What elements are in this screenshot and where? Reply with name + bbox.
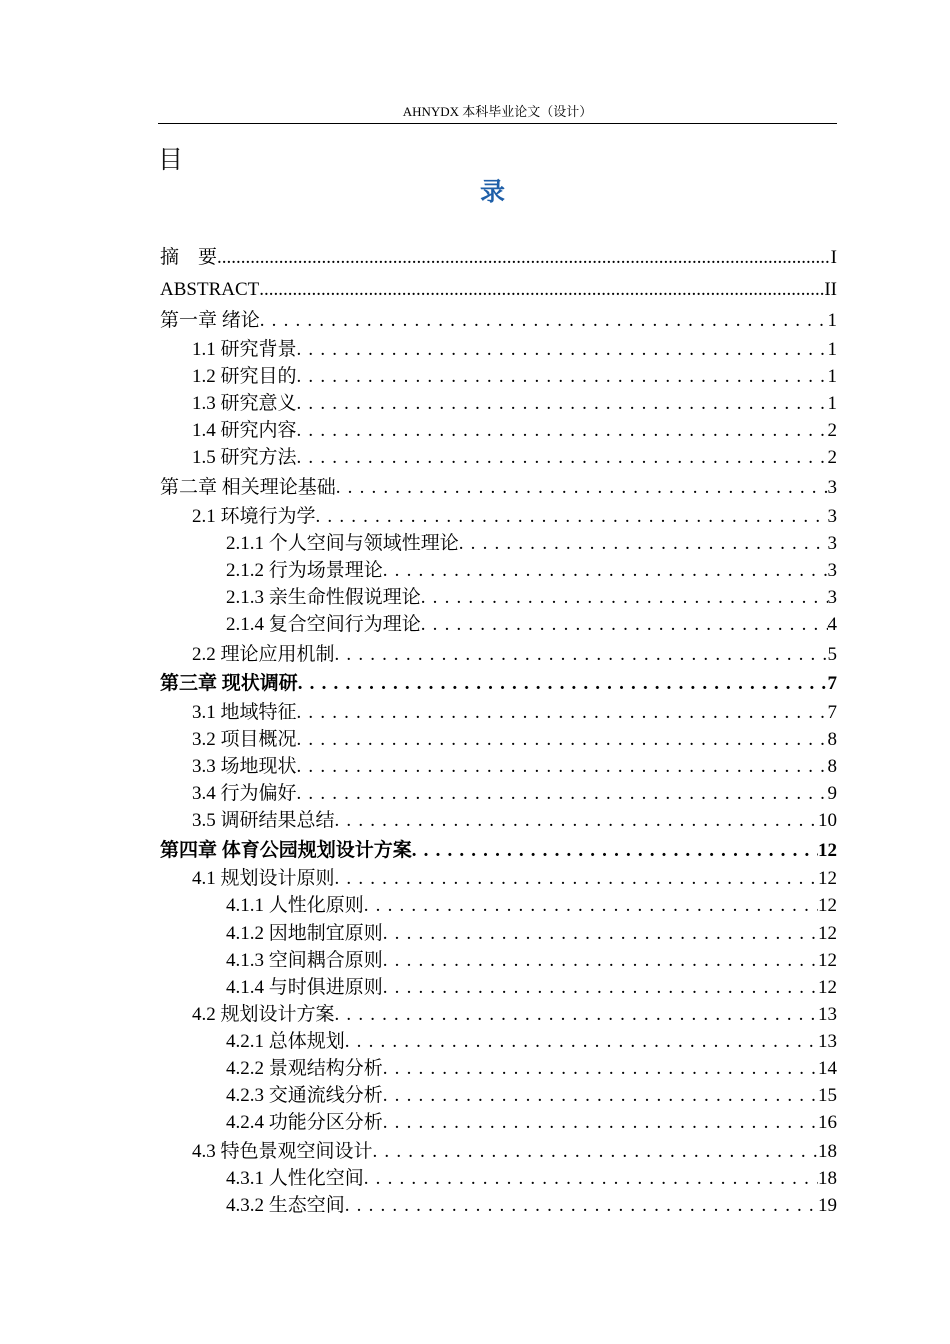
toc-entry-label: 2.1.1 个人空间与领域性理论	[226, 533, 459, 554]
toc-entry-page: 12	[818, 977, 837, 998]
toc-entry[interactable]	[160, 444, 837, 470]
toc-entry-page: 13	[818, 1004, 837, 1025]
toc-entry-page: 1	[827, 366, 837, 387]
toc-entry-label: 4.1.4 与时俱进原则	[226, 977, 383, 998]
toc-entry-page: 7	[827, 673, 837, 694]
toc-entry-label: 2.1.3 亲生命性假说理论	[226, 587, 421, 608]
toc-entry[interactable]	[160, 807, 837, 833]
toc-entry-page: 1	[827, 310, 837, 331]
toc-entry-label: 4.2.4 功能分区分析	[226, 1112, 383, 1133]
toc-entry[interactable]	[160, 641, 837, 667]
toc-entry[interactable]	[160, 244, 837, 270]
toc-entry[interactable]	[160, 699, 837, 725]
toc-leader-dots	[335, 643, 828, 667]
toc-entry-label: 4.2.3 交通流线分析	[226, 1085, 383, 1106]
toc-entry-page: 2	[827, 420, 837, 441]
toc-entry-label: 4.1 规划设计原则	[192, 868, 335, 889]
toc-entry-page: 12	[818, 923, 837, 944]
toc-entry[interactable]	[160, 1138, 837, 1164]
toc-leader-dots	[421, 613, 828, 637]
toc-leader-dots	[298, 672, 828, 696]
toc-leader-dots	[297, 392, 828, 416]
toc-leader-dots	[383, 1057, 818, 1081]
toc-leader-dots	[383, 559, 828, 583]
toc-entry-page: 14	[818, 1058, 837, 1079]
toc-entry-label: 4.3.1 人性化空间	[226, 1168, 364, 1189]
toc-leader-dots	[297, 701, 828, 725]
toc-entry-page: 9	[827, 783, 837, 804]
toc-entry[interactable]	[160, 865, 837, 891]
toc-entry-label: 2.1.2 行为场景理论	[226, 560, 383, 581]
toc-entry[interactable]	[160, 530, 837, 556]
toc-entry-label: 第一章 绪论	[160, 310, 260, 331]
toc-entry[interactable]	[160, 726, 837, 752]
toc-entry-page: 12	[818, 895, 837, 916]
toc-leader-dots	[383, 949, 818, 973]
header-rule	[158, 123, 837, 124]
toc-entry-label: 第三章 现状调研	[160, 673, 298, 694]
toc-leader-dots	[316, 505, 828, 529]
toc-entry-page: 1	[827, 339, 837, 360]
toc-leader-dots	[373, 1140, 818, 1164]
toc-leader-dots	[297, 728, 828, 752]
toc-leader-dots	[383, 1111, 818, 1135]
toc-entry[interactable]	[160, 1055, 837, 1081]
toc-entry-label: 4.3 特色景观空间设计	[192, 1141, 373, 1162]
toc-leader-dots	[297, 446, 828, 470]
toc-entry-page: 3	[827, 533, 837, 554]
toc-leader-dots	[459, 532, 828, 556]
toc-entry-page: 3	[827, 506, 837, 527]
toc-entry-label: 1.1 研究背景	[192, 339, 297, 360]
toc-entry[interactable]	[160, 753, 837, 779]
toc-leader-dots	[383, 976, 818, 1000]
toc-entry-page: 13	[818, 1031, 837, 1052]
toc-title-char-2: 录	[480, 177, 506, 206]
toc-entry-label: ABSTRACT	[160, 279, 260, 300]
toc-leader-dots	[297, 782, 828, 806]
toc-entry[interactable]	[160, 503, 837, 529]
toc-entry-page: 1	[827, 393, 837, 414]
toc-entry-page: 3	[827, 560, 837, 581]
toc-entry[interactable]	[160, 1001, 837, 1027]
toc-entry[interactable]	[160, 920, 837, 946]
toc-leader-dots	[345, 1194, 818, 1218]
toc-entry-label: 4.1.1 人性化原则	[226, 895, 364, 916]
toc-entry-label: 1.3 研究意义	[192, 393, 297, 414]
toc-entry-label: 4.1.2 因地制宜原则	[226, 923, 383, 944]
toc-entry[interactable]	[160, 1082, 837, 1108]
toc-entry[interactable]	[160, 1192, 837, 1218]
toc-leader-dots	[364, 894, 818, 918]
toc-leader-dots	[335, 809, 818, 833]
toc-entry[interactable]	[160, 557, 837, 583]
toc-entry-page: 12	[818, 950, 837, 971]
toc-leader-dots	[383, 1084, 818, 1108]
toc-entry-label: 3.5 调研结果总结	[192, 810, 335, 831]
toc-leader-dots	[364, 1167, 818, 1191]
toc-entry-page: 7	[827, 702, 837, 723]
toc-entry-page: II	[824, 279, 837, 300]
toc-entry-page: 3	[827, 587, 837, 608]
toc-entry-label: 3.1 地域特征	[192, 702, 297, 723]
toc-entry[interactable]	[160, 417, 837, 443]
toc-leader-dots	[383, 922, 818, 946]
toc-entry-label: 摘 要	[160, 247, 218, 268]
toc-entry-label: 1.2 研究目的	[192, 366, 297, 387]
toc-entry[interactable]	[160, 1165, 837, 1191]
toc-entry[interactable]	[160, 363, 837, 389]
toc-entry-label: 3.4 行为偏好	[192, 783, 297, 804]
toc-entry-label: 4.2.1 总体规划	[226, 1031, 345, 1052]
toc-entry-page: 12	[818, 840, 837, 861]
toc-entry[interactable]	[160, 390, 837, 416]
toc-entry-label: 第四章 体育公园规划设计方案	[160, 840, 412, 861]
toc-entry[interactable]	[160, 474, 837, 500]
toc-entry-page: 4	[827, 614, 837, 635]
toc-entry-page: 16	[818, 1112, 837, 1133]
toc-entry-label: 第二章 相关理论基础	[160, 477, 336, 498]
toc-entry[interactable]	[160, 780, 837, 806]
toc-entry-label: 1.5 研究方法	[192, 447, 297, 468]
toc-title-char-1: 目	[158, 145, 184, 174]
toc-leader-dots	[259, 278, 824, 302]
toc-entry-label: 4.3.2 生态空间	[226, 1195, 345, 1216]
toc-entry[interactable]	[160, 670, 837, 696]
toc-entry-label: 4.1.3 空间耦合原则	[226, 950, 383, 971]
toc-leader-dots	[297, 338, 828, 362]
toc-entry-label: 4.2.2 景观结构分析	[226, 1058, 383, 1079]
toc-entry[interactable]	[160, 584, 837, 610]
toc-entry[interactable]	[160, 611, 837, 637]
toc-leader-dots	[335, 867, 818, 891]
toc-entry-page: 10	[818, 810, 837, 831]
toc-entry-page: I	[830, 247, 837, 268]
toc-entry-page: 15	[818, 1085, 837, 1106]
toc-entry-page: 8	[827, 756, 837, 777]
toc-entry-page: 18	[818, 1141, 837, 1162]
toc-entry-page: 12	[818, 868, 837, 889]
toc-leader-dots	[217, 246, 831, 270]
toc-entry-page: 3	[827, 477, 837, 498]
toc-leader-dots	[297, 755, 828, 779]
toc-entry-label: 1.4 研究内容	[192, 420, 297, 441]
toc-entry[interactable]	[160, 1028, 837, 1054]
toc-entry[interactable]	[160, 837, 837, 863]
toc-leader-dots	[260, 309, 828, 333]
toc-entry-label: 3.3 场地现状	[192, 756, 297, 777]
toc-entry-page: 2	[827, 447, 837, 468]
toc-leader-dots	[336, 476, 828, 500]
toc-entry-page: 8	[827, 729, 837, 750]
toc-entry-label: 4.2 规划设计方案	[192, 1004, 335, 1025]
toc-leader-dots	[335, 1003, 818, 1027]
toc-entry[interactable]	[160, 974, 837, 1000]
toc-entry-page: 5	[827, 644, 837, 665]
toc-entry-page: 18	[818, 1168, 837, 1189]
toc-entry[interactable]	[160, 947, 837, 973]
toc-entry[interactable]	[160, 336, 837, 362]
toc-entry-label: 2.1.4 复合空间行为理论	[226, 614, 421, 635]
toc-entry-label: 3.2 项目概况	[192, 729, 297, 750]
toc-entry[interactable]	[160, 276, 837, 302]
toc-entry[interactable]	[160, 892, 837, 918]
toc-entry-label: 2.1 环境行为学	[192, 506, 316, 527]
toc-leader-dots	[297, 365, 828, 389]
toc-entry[interactable]	[160, 1109, 837, 1135]
toc-entry[interactable]	[160, 307, 837, 333]
toc-leader-dots	[412, 839, 818, 863]
running-header: AHNYDX 本科毕业论文（设计）	[402, 104, 593, 119]
toc-entry-label: 2.2 理论应用机制	[192, 644, 335, 665]
toc-leader-dots	[345, 1030, 818, 1054]
toc-entry-page: 19	[818, 1195, 837, 1216]
toc-leader-dots	[297, 419, 828, 443]
toc-leader-dots	[421, 586, 828, 610]
